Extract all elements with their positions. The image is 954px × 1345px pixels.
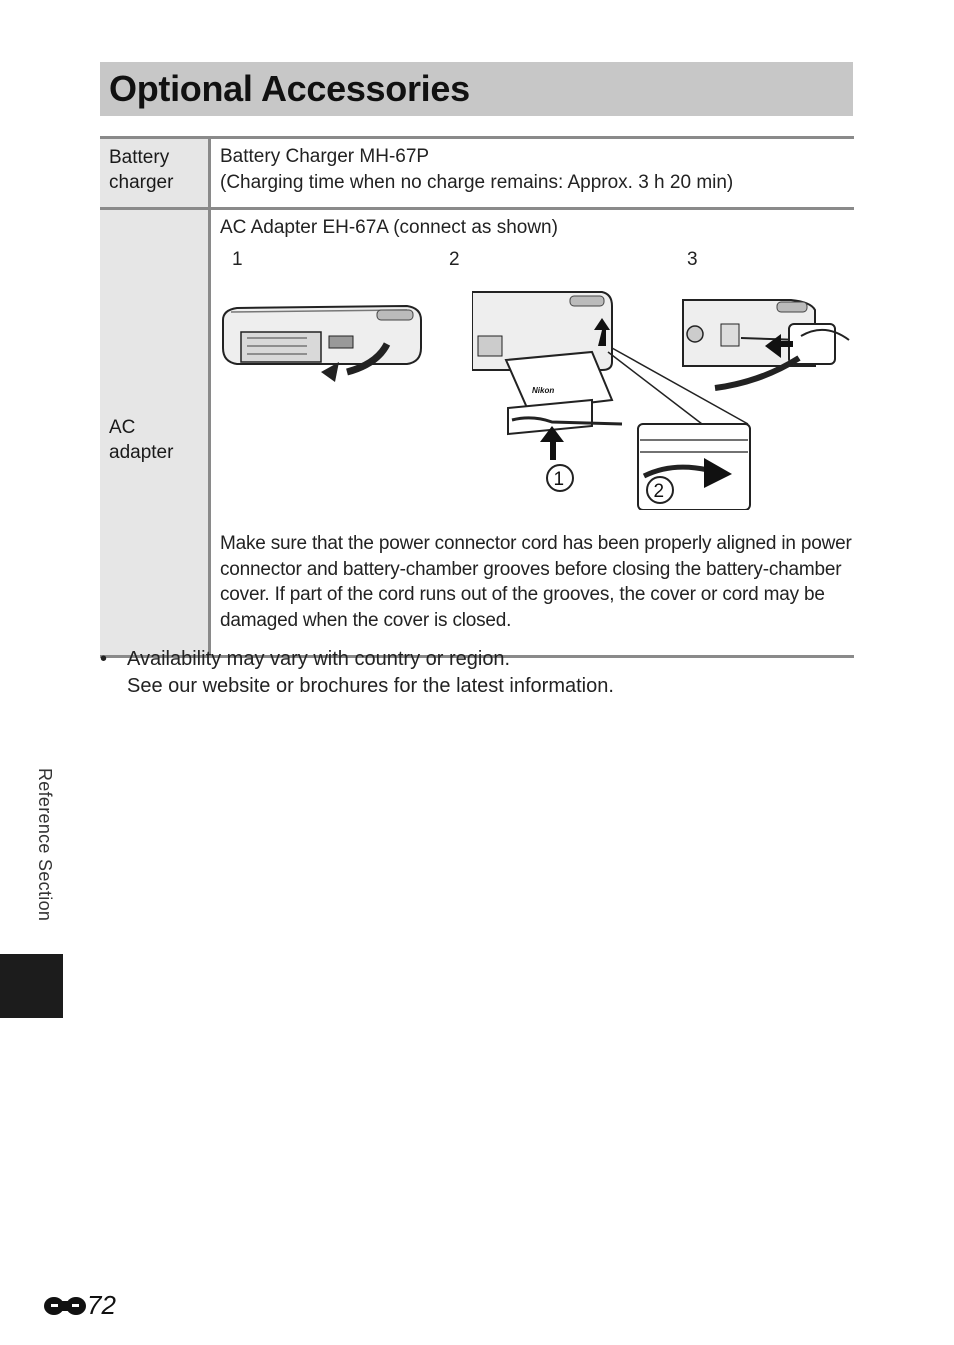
- row-body-battery-charger: [210, 138, 855, 209]
- step-number-3: 3: [687, 249, 698, 270]
- row-label-ac-adapter: [100, 209, 210, 657]
- page-number: [43, 1290, 116, 1321]
- title-bar: [100, 62, 853, 116]
- page-title: Optional Accessories: [109, 68, 470, 109]
- close-cover-illustration: [681, 296, 856, 396]
- side-tab-label: Reference Section: [35, 768, 55, 922]
- step-number-1: 1: [232, 249, 243, 270]
- page-number-value: 72: [87, 1290, 116, 1320]
- open-cover-illustration: [217, 302, 427, 382]
- battery-brand: Nikon: [532, 386, 555, 395]
- availability-bullets: [100, 646, 614, 700]
- callout-2: 2: [653, 481, 665, 502]
- battery-charger-time: (Charging time when no charge remains: Approx. 3 h 20 min): [220, 172, 734, 193]
- ac-adapter-heading: AC Adapter EH-67A (connect as shown): [220, 217, 558, 238]
- accessories-table: [100, 136, 854, 658]
- battery-charger-label: Battery charger: [109, 147, 174, 193]
- side-tab-block: [0, 954, 63, 1018]
- availability-line: Availability may vary with country or region.: [127, 648, 511, 670]
- cord-alignment-note: Make sure that the power connector cord has been properly aligned in power connector and battery-chamber grooves before closing the battery-chamber cover. If part of the cord runs out of the grooves, the cover or cord may be damaged when the cover is closed.: [220, 533, 852, 631]
- battery-charger-model: Battery Charger MH-67P: [220, 146, 430, 167]
- callout-1: 1: [553, 469, 565, 490]
- ac-adapter-label: AC adapter: [109, 416, 174, 463]
- table-row-battery-charger: [100, 138, 854, 209]
- table-row-ac-adapter: [100, 209, 854, 657]
- list-item: [100, 646, 614, 700]
- row-label-battery-charger: [100, 138, 210, 209]
- bullet-icon: •: [100, 648, 108, 670]
- row-body-ac-adapter: [210, 209, 855, 657]
- reference-section-icon: [43, 1294, 87, 1316]
- step-number-2: 2: [449, 249, 460, 270]
- website-line: See our website or brochures for the latest information.: [127, 675, 614, 697]
